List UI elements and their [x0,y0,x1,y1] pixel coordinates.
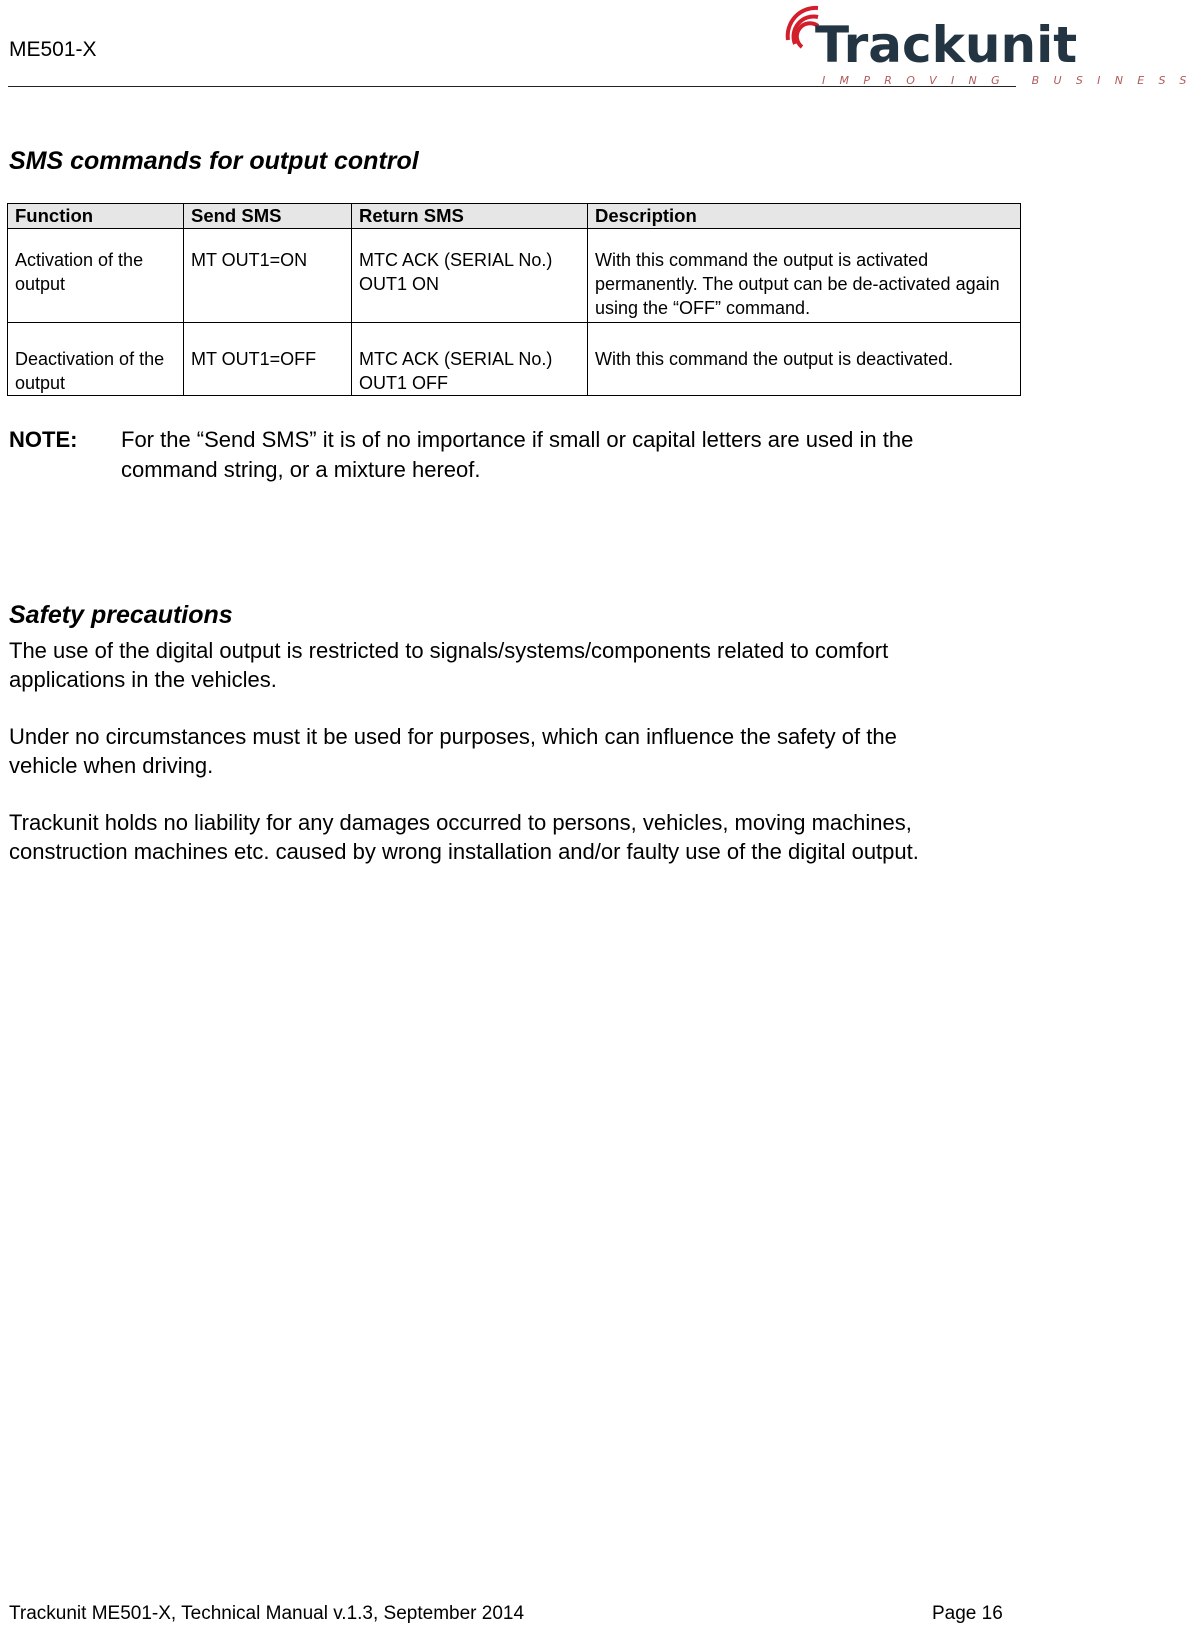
footer-document-info: Trackunit ME501-X, Technical Manual v.1.3, September 2014 [9,1603,525,1624]
header-divider [8,86,1016,87]
table-cell-function: Deactivation of the output [8,323,184,396]
sms-commands-table [7,203,1021,396]
safety-paragraph: Trackunit holds no liability for any damages occurred to persons, vehicles, moving machines, construction machines etc. caused by wrong installation and/or faulty use of the digital output. [9,810,919,864]
section-title-sms-commands: SMS commands for output control [9,147,419,175]
note-label: NOTE: [9,427,78,452]
safety-paragraph: Under no circumstances must it be used for purposes, which can influence the safety of the vehicle when driving. [9,724,897,778]
column-header-description: Description [588,204,1021,229]
logo-wordmark: Trackunit [815,16,1078,74]
table-cell-return-sms: MTC ACK (SERIAL No.) OUT1 OFF [352,323,588,396]
column-header-function: Function [8,204,184,229]
table-header-row [8,204,1021,229]
column-header-send-sms: Send SMS [184,204,352,229]
table-cell-function: Activation of the output [8,229,184,323]
section-title-safety-precautions: Safety precautions [9,601,233,629]
footer-page-number: Page 16 [932,1603,1003,1624]
table-cell-description: With this command the output is deactivated. [588,323,1021,396]
document-id: ME501-X [9,38,97,61]
table-row [8,229,1021,323]
safety-paragraph: The use of the digital output is restricted to signals/systems/components related to comfort applications in the vehicles. [9,638,889,692]
table-row [8,323,1021,396]
logo-tagline: IMPROVING BUSINESS [822,74,1201,87]
table-cell-description: With this command the output is activated permanently. The output can be de-activated again using the “OFF” command. [588,229,1021,323]
column-header-return-sms: Return SMS [352,204,588,229]
table-cell-send-sms: MT OUT1=OFF [184,323,352,396]
note-text: For the “Send SMS” it is of no importance if small or capital letters are used in the command string, or a mixture hereof. [121,427,914,482]
table-cell-send-sms: MT OUT1=ON [184,229,352,323]
trackunit-logo [778,0,1201,92]
table-cell-return-sms: MTC ACK (SERIAL No.) OUT1 ON [352,229,588,323]
